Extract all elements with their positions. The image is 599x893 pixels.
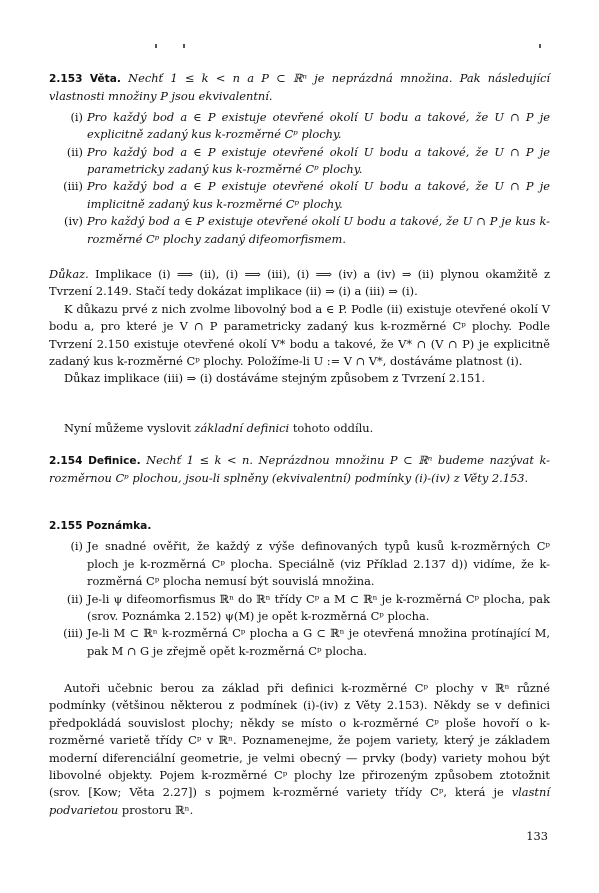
header-mark [539,44,541,48]
definition-text: Nechť 1 ≤ k < n. Neprázdnou množinu P ⊂ ℝⁿ budeme nazývat k-rozměrnou Cᵖ plochou, jsou-li splněny (ekvivalentní) podmínky (i)-(iv) z Věty 2.153. [49,453,550,486]
closing-text: prostoru ℝⁿ. [118,802,194,817]
proof-text: Implikace (i) ⟹ (ii), (i) ⟹ (iii), (i) ⟹ (iv) a (iv) ⇒ (ii) plynou okamžitě z Tvrzení 2.149. Stačí tedy dokázat implikace (ii) ⇒ (i) a (iii) ⇒ (i). [49,267,550,299]
proof-label: Důkaz. [49,267,89,281]
item-number: (ii) [66,591,83,606]
remark-2155 [49,517,550,660]
transition-text: tohoto oddílu. [289,421,374,435]
theorem-conditions [49,109,550,248]
theorem-intro: Nechť 1 ≤ k < n a P ⊂ ℝⁿ je neprázdná množina. Pak následující vlastnosti množiny P jsou ekvivalentní. [49,71,550,104]
closing-paragraph [49,680,550,819]
theorem-statement [49,70,550,106]
proof-paragraph: K důkazu prvé z nich zvolme libovolný bod a ∈ P. Podle (ii) existuje otevřené okolí V bodu a, pro které je V ∩ P parametricky zadaný kus k-rozměrné Cᵖ plochy. Podle Tvrzení 2.150 existuje otevřené okolí V* bodu a takové, že V* ∩ (V ∩ P) je explicitně zadaný kus k-rozměrné Cᵖ plochy. Položíme-li U := V ∩ V*, dostáváme platnost (i). [49,301,550,369]
condition-text: Pro každý bod a ∈ P existuje otevřené okolí U bodu a takové, že U ∩ P je parametricky zadaný kus k-rozměrné Cᵖ plochy. [87,144,550,177]
transition-text: Nyní můžeme vyslovit [64,421,195,435]
transition-emphasis: základní definici [194,421,290,435]
remark-item [49,591,550,626]
header-mark [155,44,157,48]
condition-number: (i) [70,109,83,124]
transition-paragraph [49,420,550,437]
proof-paragraph: Důkaz implikace (iii) ⇒ (i) dostáváme stejným způsobem z Tvrzení 2.151. [64,371,486,386]
remark-number: 2.155 Poznámka. [49,520,152,532]
remark-item [49,625,550,660]
condition-number: (iii) [63,179,83,194]
item-number: (iii) [63,626,83,641]
condition-number: (ii) [66,144,83,159]
definition-number: 2.154 Definice. [49,455,141,467]
condition-number: (iv) [64,214,83,229]
condition-text: Pro každý bod a ∈ P existuje otevřené okolí U bodu a takové, že U ∩ P je kus k-rozměrné Cᵖ plochy zadaný difeomorfismem. [87,214,550,246]
remark-items [49,538,550,660]
item-number: (i) [70,539,83,554]
theorem-condition [49,213,550,248]
theorem-2153 [49,70,550,248]
condition-text: Pro každý bod a ∈ P existuje otevřené okolí U bodu a takové, že U ∩ P je implicitně zadaný kus k-rozměrné Cᵖ plochy. [87,179,550,211]
condition-text: Pro každý bod a ∈ P existuje otevřené okolí U bodu a takové, že U ∩ P je explicitně zadaný kus k-rozměrné Cᵖ plochy. [87,109,550,142]
theorem-number: 2.153 Věta. [49,73,121,85]
closing-emphasis: vlastní podvarietou [49,785,550,817]
remark-item [49,538,550,590]
definition-2154 [49,452,550,488]
theorem-condition [49,109,550,144]
page-number: 133 [526,829,548,843]
item-text: Je snadné ověřit, že každý z výše definovaných typů kusů k-rozměrných Cᵖ ploch je k-rozměrná Cᵖ plocha. Speciálně (viz Příklad 2.137 d)) vidíme, že k-rozměrná Cᵖ plocha nemusí být souvislá množina. [87,539,550,589]
item-text: Je-li M ⊂ ℝⁿ k-rozměrná Cᵖ plocha a G ⊂ ℝⁿ je otevřená množina protínající M, pak M ∩ G je zřejmě opět k-rozměrná Cᵖ plocha. [87,626,550,658]
closing [49,680,550,819]
proof [49,266,550,388]
proof-paragraph [49,266,550,301]
header-mark [183,44,185,48]
definition-statement [49,452,550,488]
item-text: Je-li ψ difeomorfismus ℝⁿ do ℝⁿ třídy Cᵖ a M ⊂ ℝⁿ je k-rozměrná Cᵖ plocha, pak (srov. Poznámka 2.152) ψ(M) je opět k-rozměrná Cᵖ plocha. [87,591,550,624]
theorem-condition [49,144,550,179]
transition [49,420,550,437]
closing-text: Autoři učebnic berou za základ při definici k-rozměrné Cᵖ plochy v ℝⁿ různé podmínky (většinou některou z podmínek (i)-(iv) z Věty 2.153). Někdy se v definici předpokládá souvislost plochy; někdy se místo o k-rozměrné Cᵖ ploše hovoří o k-rozměrné varietě třídy Cᵖ v ℝⁿ. Poznamenejme, že pojem variety, který je základem moderní diferenciální geometrie, je velmi obecný — prvky (body) variety mohou být libovolné objekty. Pojem k-rozměrné Cᵖ plochy lze přirozeným způsobem ztotožnit (srov. [Kow; Věta 2.27]) s pojmem k-rozměrné variety třídy Cᵖ, která je [49,681,550,800]
remark-heading [49,517,550,535]
theorem-condition [49,178,550,213]
